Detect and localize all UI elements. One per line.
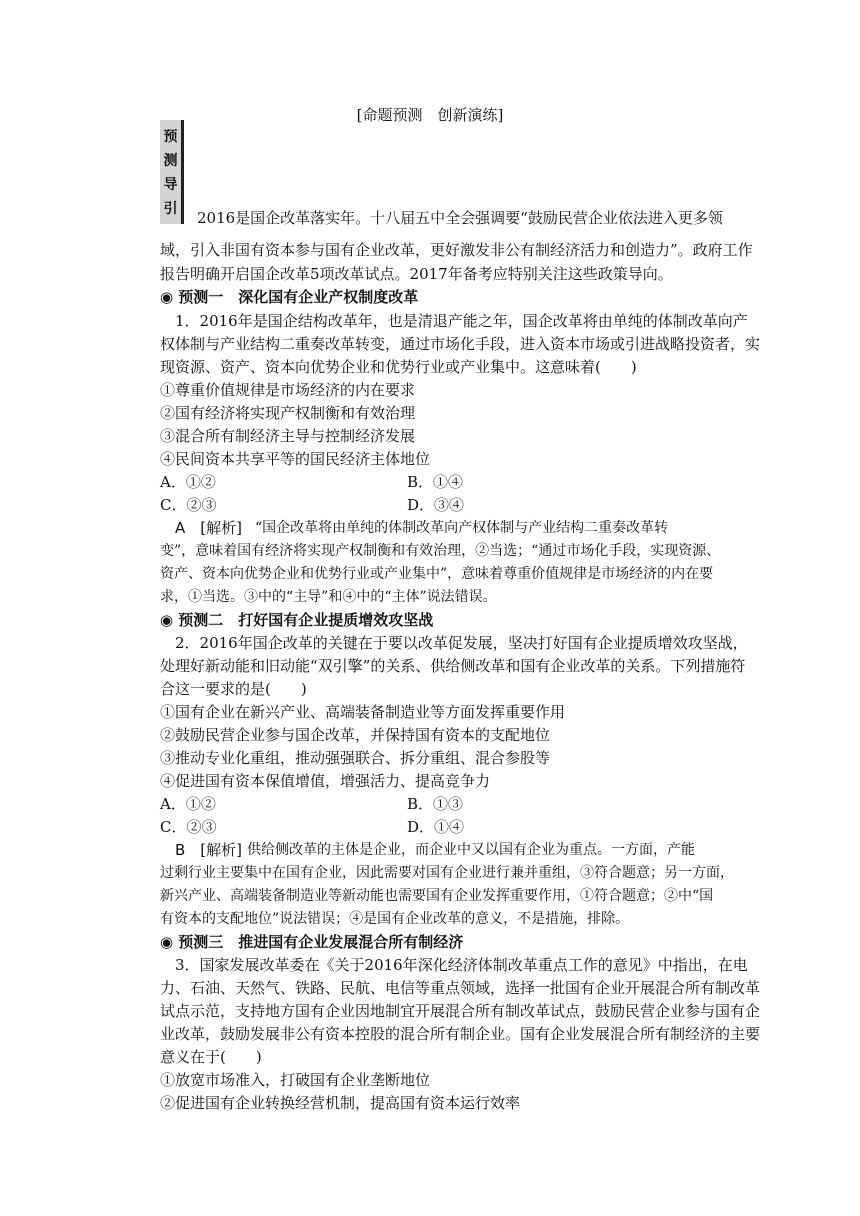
- choice-b: B．①③: [407, 795, 464, 813]
- analysis-line: 供给侧改革的主体是企业，而企业中又以国有企业为重点。一方面，产能: [247, 842, 695, 858]
- analysis-line: 求，①当选。③中的“主导”和④中的“主体”说法错误。: [160, 589, 497, 605]
- question-line: 合这一要求的是( ): [160, 680, 307, 698]
- guide-char: 预: [163, 129, 178, 145]
- question-line: 业改革，鼓励发展非公有资本控股的混合所有制企业。国有企业发展混合所有制经济的主要: [160, 1025, 761, 1043]
- option-line: ②促进国有企业转换经营机制，提高国有资本运行效率: [160, 1094, 521, 1112]
- question-line: 意义在于( ): [160, 1048, 262, 1066]
- option-line: ④民间资本共享平等的国民经济主体地位: [160, 450, 431, 468]
- page-title: [命题预测 创新演练]: [356, 106, 504, 124]
- option-line: ①尊重价值规律是市场经济的内在要求: [160, 381, 416, 399]
- question-line: 1．2016年是国企结构改革年，也是清退产能之年，国企改革将由单纯的体制改革向产: [175, 312, 748, 330]
- option-line: ④促进国有资本保值增值，增强活力、提高竞争力: [160, 772, 491, 790]
- choice-b: B．①④: [407, 473, 464, 491]
- guide-line: 2016是国企改革落实年。十八届五中全会强调要“鼓励民营企业依法进入更多领: [197, 209, 723, 227]
- answer-head: B [解析]: [175, 841, 242, 859]
- analysis-line: 变”，意味着国有经济将实现产权制衡和有效治理，②当选；“通过市场化手段，实现资源、: [160, 543, 721, 559]
- choice-c: C．②③: [160, 496, 217, 514]
- choice-a: A．①②: [160, 795, 216, 813]
- question-line: 力、石油、天然气、铁路、民航、电信等重点领域，选择一批国有企业开展混合所有制改革: [160, 979, 761, 997]
- guide-char: 测: [163, 153, 178, 169]
- guide-label-box: [160, 120, 184, 224]
- section-heading: ◉ 预测三 推进国有企业发展混合所有制经济: [160, 933, 464, 951]
- question-line: 试点示范，支持地方国有企业因地制宜开展混合所有制改革试点，鼓励民营企业参与国有企: [160, 1002, 761, 1020]
- choice-d: D．③④: [407, 496, 465, 514]
- option-line: ②鼓励民营企业参与国企改革，并保持国有资本的支配地位: [160, 726, 551, 744]
- analysis-line: “国企改革将由单纯的体制改革向产权体制与产业结构二重奏改革转: [255, 520, 669, 536]
- section-heading: ◉ 预测二 打好国有企业提质增效攻坚战: [160, 611, 434, 629]
- question-line: 3．国家发展改革委在《关于2016年深化经济体制改革重点工作的意见》中指出，在电: [175, 956, 748, 974]
- section-heading: ◉ 预测一 深化国有企业产权制度改革: [160, 288, 419, 306]
- choice-d: D．①④: [407, 818, 465, 836]
- choice-c: C．②③: [160, 818, 217, 836]
- choice-a: A．①②: [160, 473, 216, 491]
- option-line: ①放宽市场准入，打破国有企业垄断地位: [160, 1071, 431, 1089]
- analysis-line: 资产、资本向优势企业和优势行业或产业集中”，意味着尊重价值规律是市场经济的内在要: [160, 566, 714, 582]
- guide-line: 域，引入非国有资本参与国有企业改革，更好激发非公有制经济活力和创造力”。政府工作: [160, 241, 753, 259]
- analysis-line: 过剩行业主要集中在国有企业，因此需要对国有企业进行兼并重组，③符合题意；另一方面，: [160, 865, 734, 881]
- question-line: 权体制与产业结构二重奏改革转变，通过市场化手段，进入资本市场或引进战略投资者，实: [160, 335, 761, 353]
- guide-line: 报告明确开启国企改革5项改革试点。2017年备考应特别关注这些政策导向。: [160, 265, 673, 283]
- option-line: ①国有企业在新兴产业、高端装备制造业等方面发挥重要作用: [160, 703, 566, 721]
- guide-char: 引: [163, 201, 178, 217]
- question-line: 2．2016年国企改革的关键在于要以改革促发展，坚决打好国有企业提质增效攻坚战，: [175, 634, 748, 652]
- answer-head: A [解析]: [175, 519, 242, 537]
- guide-char: 导: [163, 177, 178, 193]
- analysis-line: 新兴产业、高端装备制造业等新动能也需要国有企业发挥重要作用，①符合题意；②中“国: [160, 888, 714, 904]
- option-line: ③推动专业化重组，推动强强联合、拆分重组、混合参股等: [160, 749, 551, 767]
- option-line: ③混合所有制经济主导与控制经济发展: [160, 427, 416, 445]
- question-line: 现资源、资产、资本向优势企业和优势行业或产业集中。这意味着( ): [160, 358, 637, 376]
- analysis-line: 有资本的支配地位”说法错误；④是国有企业改革的意义，不是措施，排除。: [160, 911, 630, 927]
- option-line: ②国有经济将实现产权制衡和有效治理: [160, 404, 416, 422]
- question-line: 处理好新动能和旧动能“双引擎”的关系、供给侧改革和国有企业改革的关系。下列措施符: [160, 657, 746, 675]
